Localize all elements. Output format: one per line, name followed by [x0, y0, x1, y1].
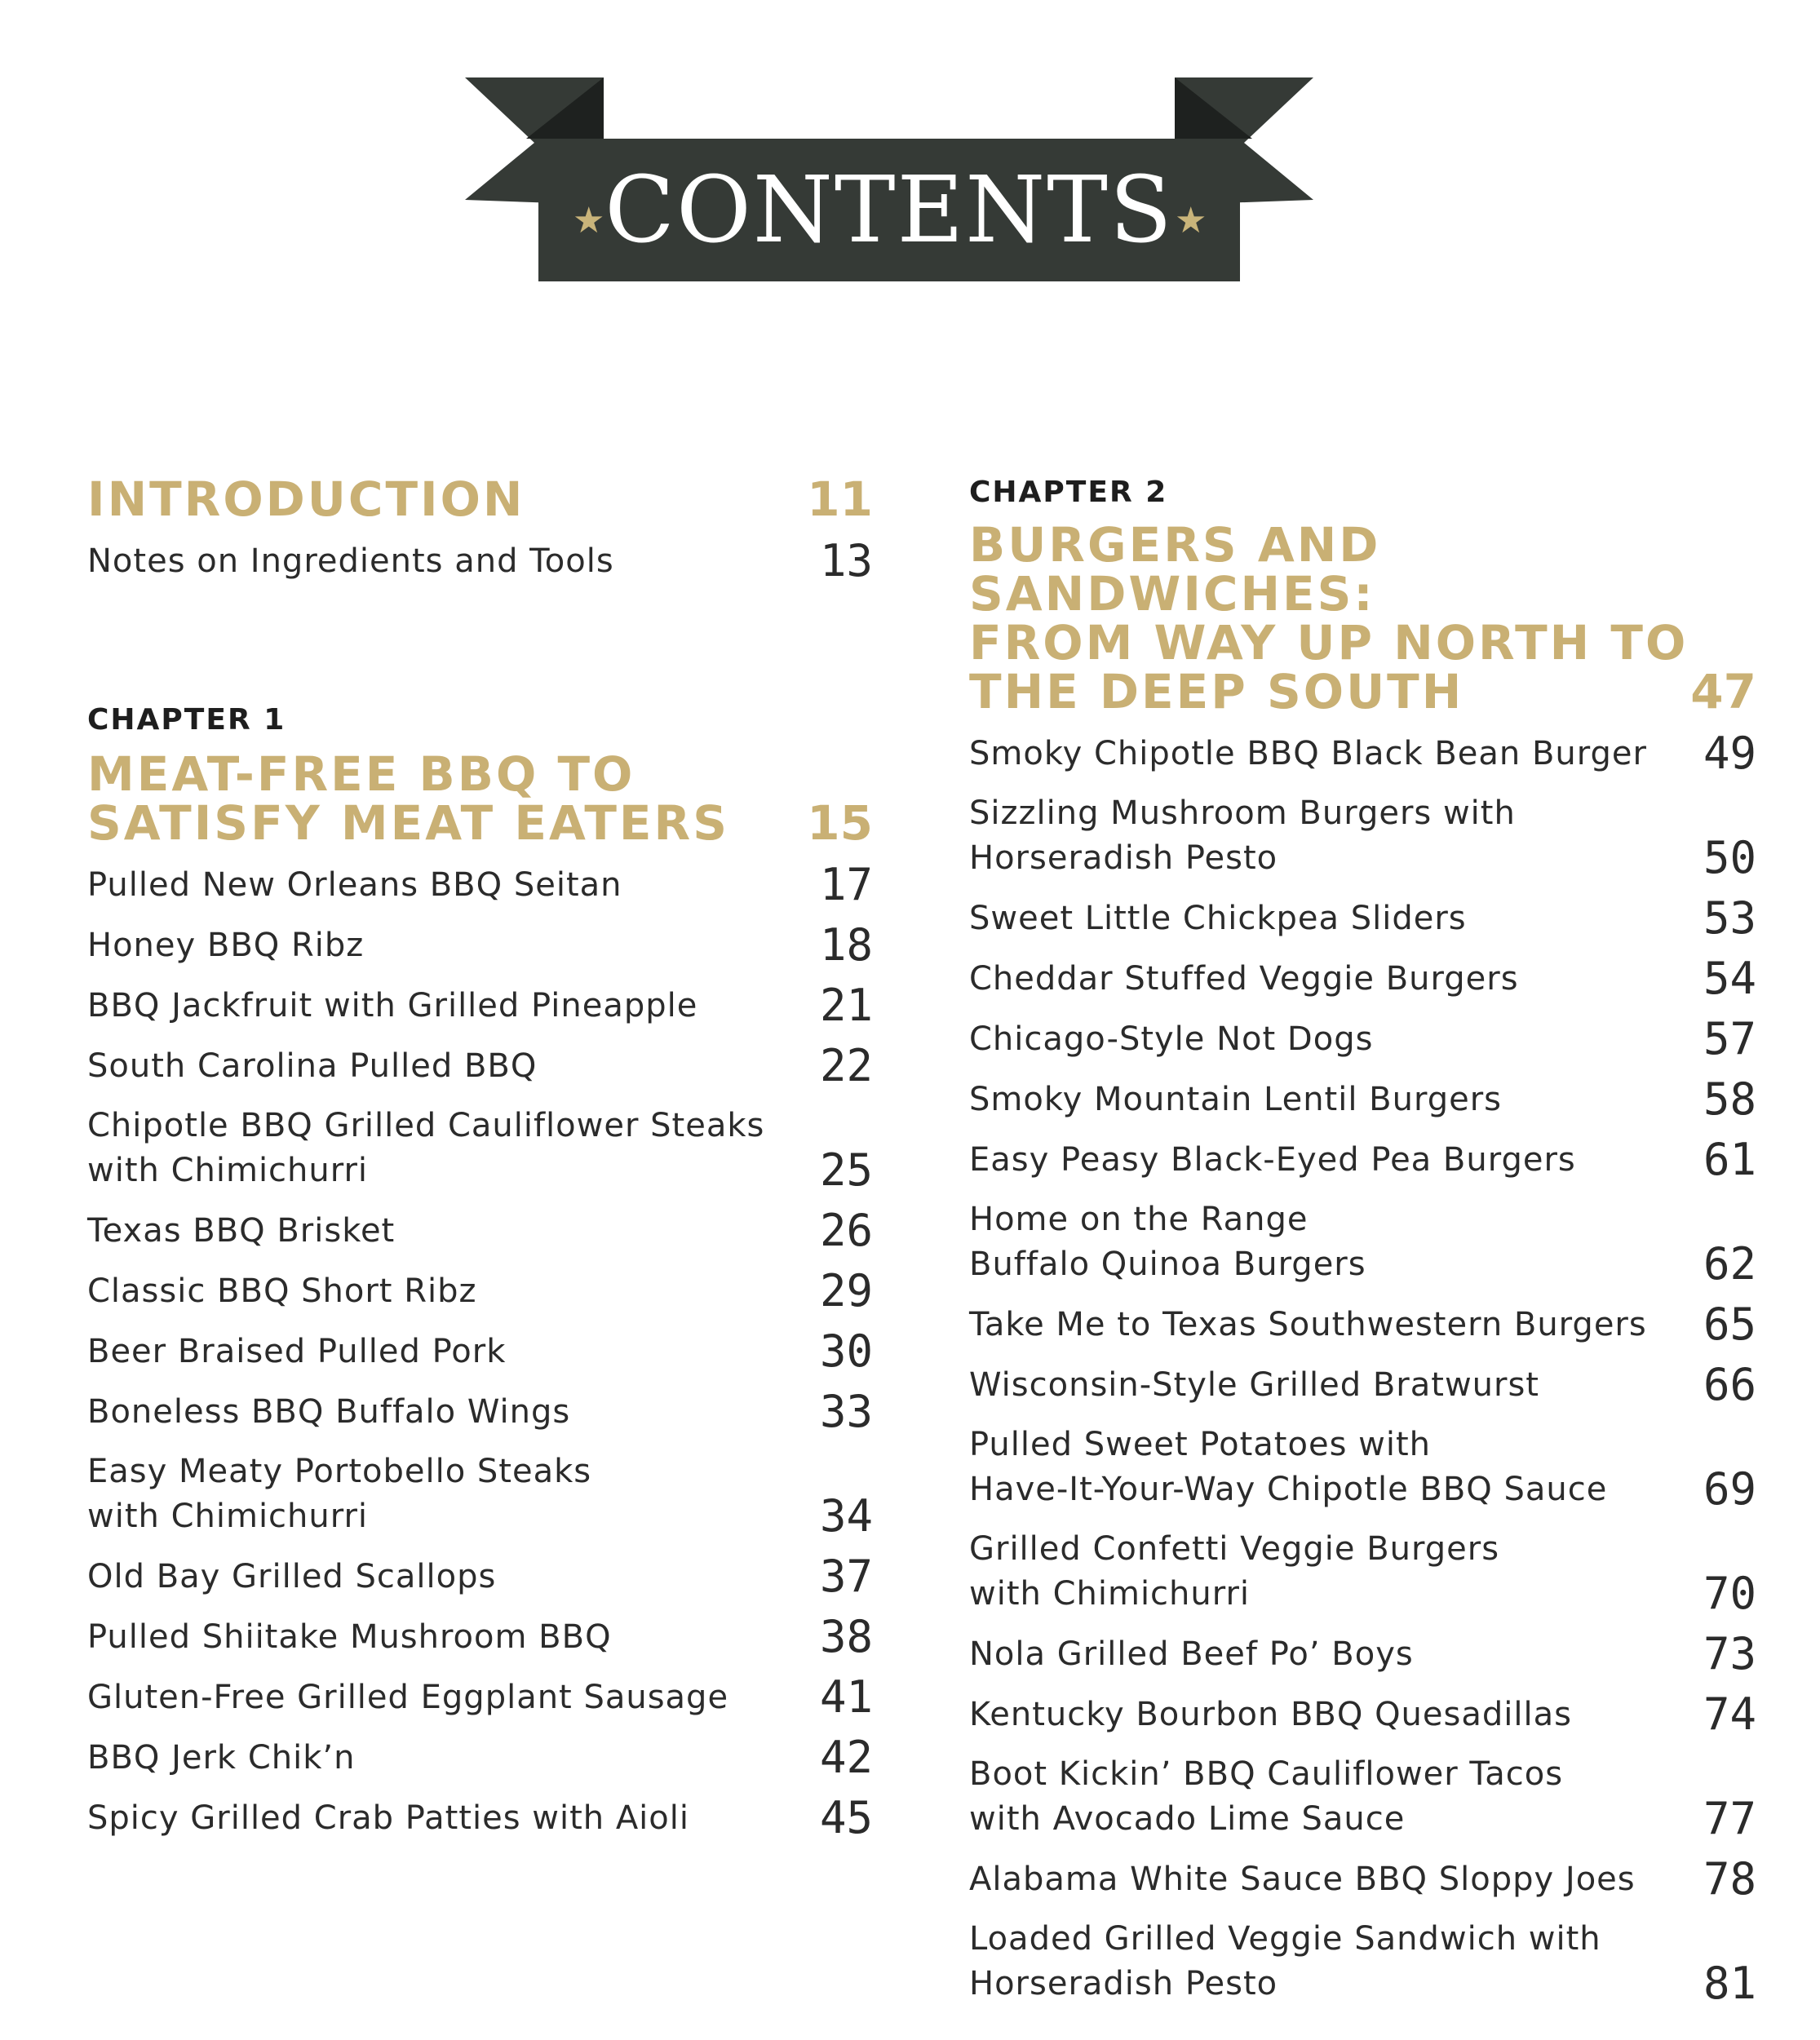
- toc-entry-title-line: Sweet Little Chickpea Sliders: [969, 900, 1467, 937]
- toc-entry-title-line: Beer Braised Pulled Pork: [87, 1333, 507, 1370]
- toc-entry[interactable]: [87, 1325, 873, 1377]
- toc-entry-title: [87, 1044, 537, 1089]
- toc-entry-title-line: Nola Grilled Beef Po’ Boys: [969, 1635, 1414, 1673]
- toc-entry-title-line: Texas BBQ Brisket: [87, 1212, 396, 1250]
- toc-entry-page: 33: [819, 1386, 873, 1437]
- toc-entry-title-line: with Avocado Lime Sauce: [969, 1800, 1406, 1838]
- toc-entry-title: [87, 1555, 496, 1600]
- chapter-1-heading-row: [87, 746, 873, 851]
- toc-entry-title: [969, 1423, 1607, 1512]
- toc-entry-title: [969, 1197, 1366, 1287]
- toc-entry-title: [87, 1390, 570, 1435]
- toc-entry[interactable]: [969, 1299, 1756, 1350]
- toc-entry[interactable]: [87, 1611, 873, 1662]
- toc-entry-title: [969, 1917, 1601, 2007]
- toc-entry-title-line: Easy Meaty Portobello Steaks: [87, 1453, 592, 1490]
- toc-entry-title: [87, 1209, 395, 1254]
- toc-entry-title-line: Smoky Mountain Lentil Burgers: [969, 1081, 1503, 1118]
- toc-entry-title-line: Loaded Grilled Veggie Sandwich with: [969, 1920, 1601, 1958]
- toc-entry-title-line: Pulled Shiitake Mushroom BBQ: [87, 1618, 612, 1656]
- chapter-2-page-number: 47: [1690, 664, 1756, 719]
- toc-entry-title: [969, 732, 1647, 777]
- toc-entry-title-line: Grilled Confetti Veggie Burgers: [969, 1530, 1500, 1568]
- toc-entry-page: 45: [819, 1792, 873, 1843]
- page-title: CONTENTS: [604, 157, 1174, 263]
- toc-entry[interactable]: [969, 728, 1756, 779]
- left-column: [87, 471, 873, 1843]
- chapter-2-heading: [969, 517, 1690, 719]
- toc-entry[interactable]: [87, 980, 873, 1031]
- toc-entry-page: 78: [1703, 1853, 1756, 1905]
- toc-entry-page: 42: [819, 1732, 873, 1783]
- toc-entry[interactable]: [969, 1853, 1756, 1905]
- toc-entry-page: 34: [819, 1490, 873, 1542]
- toc-entry-title-line: BBQ Jerk Chik’n: [87, 1739, 356, 1777]
- toc-entry[interactable]: [969, 1527, 1756, 1617]
- toc-entry[interactable]: [87, 1040, 873, 1091]
- toc-entry-page: 50: [1703, 832, 1756, 883]
- toc-entry-title-line: Alabama White Sauce BBQ Sloppy Joes: [969, 1861, 1636, 1898]
- star-icon: ★: [573, 200, 605, 241]
- toc-entry[interactable]: [969, 1197, 1756, 1290]
- toc-entry-title-line: Pulled Sweet Potatoes with: [969, 1426, 1431, 1463]
- toc-entry-title: [969, 1138, 1576, 1183]
- toc-entry-title: [969, 1752, 1563, 1842]
- toc-entry-title: [87, 1615, 612, 1660]
- toc-entry-title-line: Spicy Grilled Crab Patties with Aioli: [87, 1799, 689, 1837]
- toc-entry-title: [969, 1017, 1373, 1062]
- toc-entry[interactable]: [87, 1792, 873, 1843]
- chapter-2-label: CHAPTER 2: [969, 476, 1168, 509]
- toc-entry[interactable]: [969, 1423, 1756, 1515]
- introduction-page-number: 11: [807, 471, 873, 527]
- chapter-1-heading-line: MEAT-FREE BBQ TO: [87, 746, 635, 802]
- toc-entry-title: [87, 1269, 477, 1314]
- toc-entry-title: [969, 1527, 1499, 1617]
- toc-entry-title: [87, 1104, 764, 1193]
- toc-entry[interactable]: [87, 1104, 873, 1196]
- toc-entry[interactable]: [969, 1752, 1756, 1842]
- toc-entry-title-line: Kentucky Bourbon BBQ Quesadillas: [969, 1696, 1572, 1733]
- chapter-1-entry-list: [87, 859, 873, 1843]
- toc-entry-page: 61: [1703, 1134, 1756, 1185]
- toc-entry-page: 13: [819, 535, 873, 586]
- toc-entry-page: 17: [819, 859, 873, 910]
- toc-entry-title-line: Sizzling Mushroom Burgers with: [969, 794, 1516, 832]
- toc-entry-title-line: Chicago-Style Not Dogs: [969, 1020, 1374, 1058]
- toc-entry[interactable]: [87, 1386, 873, 1437]
- introduction-heading-row: [87, 471, 873, 527]
- toc-entry-page: 54: [1703, 953, 1756, 1004]
- toc-entry-title: [87, 1736, 355, 1781]
- chapter-2-heading-row: [969, 517, 1756, 719]
- toc-entry-page: 77: [1703, 1793, 1756, 1844]
- toc-entry-title-line: Boot Kickin’ BBQ Cauliflower Tacos: [969, 1755, 1564, 1793]
- toc-entry-title-line: Honey BBQ Ribz: [87, 927, 365, 964]
- toc-entry[interactable]: [969, 1628, 1756, 1679]
- toc-entry[interactable]: [87, 919, 873, 971]
- toc-entry-page: 49: [1703, 728, 1756, 779]
- chapter-2-section: [969, 475, 1756, 2007]
- toc-entry-page: 30: [819, 1325, 873, 1377]
- toc-entry-page: 25: [819, 1144, 873, 1196]
- toc-entry[interactable]: [87, 1732, 873, 1783]
- toc-entry[interactable]: [87, 535, 873, 586]
- introduction-heading: INTRODUCTION: [87, 471, 525, 527]
- toc-entry-title-line: Easy Peasy Black-Eyed Pea Burgers: [969, 1141, 1576, 1179]
- chapter-1-heading: [87, 746, 729, 851]
- toc-entry-title-line: Home on the Range: [969, 1201, 1309, 1238]
- toc-entry-title-line: Wisconsin-Style Grilled Bratwurst: [969, 1366, 1539, 1404]
- toc-entry-title: [969, 957, 1519, 1002]
- toc-entry-page: 74: [1703, 1688, 1756, 1740]
- chapter-1-label: CHAPTER 1: [87, 703, 286, 737]
- toc-entry-title-line: Horseradish Pesto: [969, 1965, 1278, 2002]
- toc-entry-title-line: with Chimichurri: [87, 1152, 369, 1189]
- toc-entry[interactable]: [87, 1671, 873, 1723]
- toc-entry-page: 26: [819, 1205, 873, 1256]
- toc-entry-title-line: Cheddar Stuffed Veggie Burgers: [969, 960, 1519, 998]
- toc-entry[interactable]: [969, 1073, 1756, 1125]
- toc-entry-title-line: Classic BBQ Short Ribz: [87, 1272, 477, 1310]
- toc-entry-page: 41: [819, 1671, 873, 1723]
- toc-entry[interactable]: [969, 1013, 1756, 1064]
- toc-entry-page: 66: [1703, 1359, 1756, 1410]
- toc-entry-title: [969, 1857, 1636, 1902]
- toc-entry-title-line: Smoky Chipotle BBQ Black Bean Burger: [969, 735, 1647, 772]
- toc-entry-title-line: BBQ Jackfruit with Grilled Pineapple: [87, 987, 698, 1024]
- toc-entry[interactable]: [969, 1917, 1756, 2007]
- toc-entry-title-line: Pulled New Orleans BBQ Seitan: [87, 866, 622, 904]
- toc-entry-title: [969, 1363, 1539, 1408]
- toc-entry-page: 18: [819, 919, 873, 971]
- toc-entry[interactable]: [969, 1688, 1756, 1740]
- toc-entry-title: [969, 1303, 1647, 1347]
- chapter-2-heading-line: BURGERS AND SANDWICHES:: [969, 517, 1381, 622]
- toc-entry-page: 62: [1703, 1238, 1756, 1290]
- toc-entry[interactable]: [969, 1359, 1756, 1410]
- chapter-2-heading-line: FROM WAY UP NORTH TO: [969, 615, 1689, 670]
- toc-entry-title: [87, 1449, 591, 1539]
- toc-entry[interactable]: [87, 1205, 873, 1256]
- toc-entry-title-line: Old Bay Grilled Scallops: [87, 1558, 497, 1595]
- toc-entry-title-line: South Carolina Pulled BBQ: [87, 1047, 538, 1085]
- toc-entry-title: [87, 1675, 728, 1720]
- toc-entry-title-line: with Chimichurri: [87, 1498, 369, 1535]
- right-column: [969, 475, 1756, 2007]
- toc-entry-title: [87, 863, 622, 908]
- toc-entry-title-line: Have-It-Your-Way Chipotle BBQ Sauce: [969, 1471, 1608, 1508]
- toc-entry-title-line: Horseradish Pesto: [969, 839, 1278, 877]
- star-icon: ★: [1175, 200, 1207, 241]
- chapter-2-entry-list: [969, 728, 1756, 2009]
- toc-entry-page: 65: [1703, 1299, 1756, 1350]
- toc-entry-title-line: Buffalo Quinoa Burgers: [969, 1246, 1366, 1283]
- toc-entry-title: [969, 1632, 1414, 1677]
- toc-entry-title: [969, 1078, 1502, 1122]
- toc-entry[interactable]: [969, 791, 1756, 881]
- toc-entry-title-line: Gluten-Free Grilled Eggplant Sausage: [87, 1679, 729, 1716]
- toc-entry-page: 70: [1703, 1568, 1756, 1619]
- toc-entry-title-line: with Chimichurri: [969, 1575, 1251, 1613]
- toc-entry[interactable]: [87, 1449, 873, 1542]
- toc-entry[interactable]: [969, 1134, 1756, 1185]
- toc-entry-title: [969, 1693, 1572, 1737]
- toc-entry[interactable]: [87, 1551, 873, 1602]
- toc-entry-title-line: Boneless BBQ Buffalo Wings: [87, 1393, 571, 1431]
- contents-banner: [457, 69, 1322, 322]
- chapter-1-heading-line: SATISFY MEAT EATERS: [87, 795, 729, 851]
- toc-entry-page: 73: [1703, 1628, 1756, 1679]
- toc-entry-title-line: Chipotle BBQ Grilled Cauliflower Steaks: [87, 1107, 765, 1144]
- toc-entry-page: 81: [1703, 1958, 1756, 2009]
- toc-entry-title: [87, 923, 364, 968]
- toc-entry-title: [969, 791, 1516, 881]
- toc-entry-page: 37: [819, 1551, 873, 1602]
- toc-entry-page: 21: [819, 980, 873, 1031]
- toc-entry[interactable]: [969, 892, 1756, 944]
- toc-entry-title: [87, 1796, 689, 1841]
- toc-entry-page: 38: [819, 1611, 873, 1662]
- chapter-1-page-number: 15: [807, 795, 873, 851]
- toc-entry[interactable]: [87, 1265, 873, 1316]
- toc-entry-title-line: Take Me to Texas Southwestern Burgers: [969, 1306, 1647, 1343]
- toc-entry-title: [969, 896, 1467, 941]
- toc-entry-title: Notes on Ingredients and Tools: [87, 542, 614, 580]
- toc-entry-title: [87, 984, 697, 1029]
- toc-entry-page: 69: [1703, 1463, 1756, 1515]
- toc-entry-page: 58: [1703, 1073, 1756, 1125]
- toc-entry-page: 22: [819, 1040, 873, 1091]
- chapter-2-heading-line: THE DEEP SOUTH: [969, 664, 1464, 719]
- chapter-1-section: [87, 702, 873, 1841]
- toc-entry[interactable]: [87, 859, 873, 910]
- introduction-section: [87, 471, 873, 586]
- toc-entry-page: 29: [819, 1265, 873, 1316]
- toc-entry-title: [87, 1330, 506, 1374]
- toc-entry[interactable]: [969, 953, 1756, 1004]
- toc-entry-page: 57: [1703, 1013, 1756, 1064]
- toc-entry-page: 53: [1703, 892, 1756, 944]
